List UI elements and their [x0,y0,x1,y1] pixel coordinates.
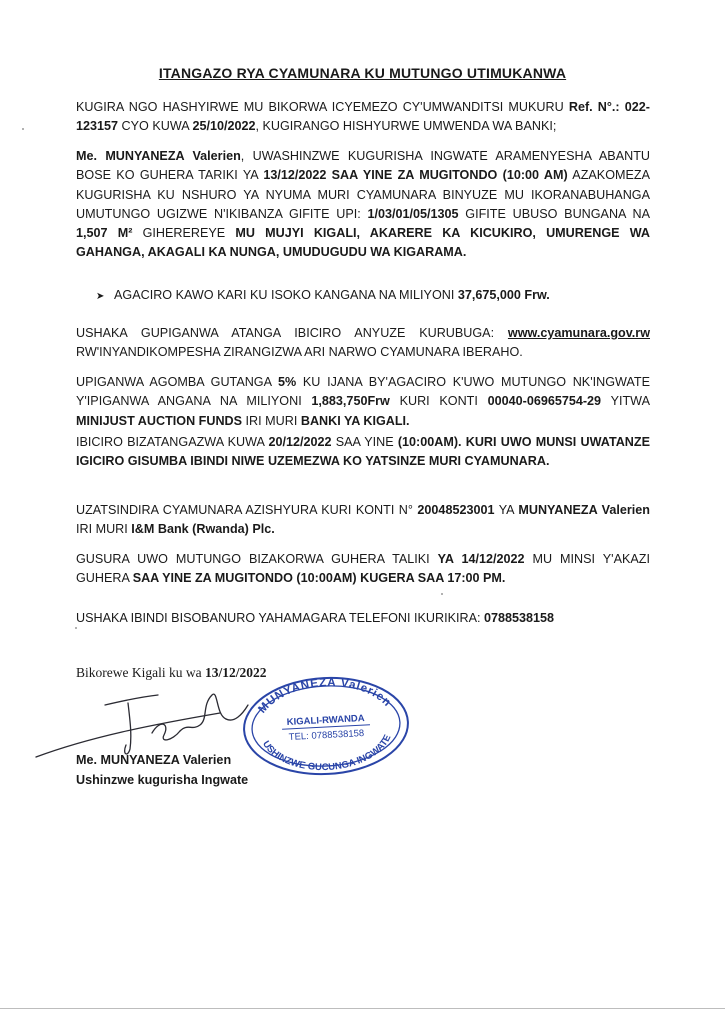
bold-text-run: 1,507 M² [76,226,133,241]
text-run: YITWA [601,394,650,409]
scan-bottom-edge [0,1008,725,1009]
bold-text-run: 00040-06965754-29 [487,394,602,409]
text-run: IBICIRO BIZATANGAZWA KUWA [76,435,269,449]
text-run: UZATSINDIRA CYAMUNARA AZISHYURA KURI KONTI N° [76,503,418,517]
text-run: SAA YINE [331,435,398,449]
signer-role: Ushinzwe kugurisha Ingwate [76,773,249,787]
official-stamp [240,674,412,778]
arrow-bullet-icon: ➤ [96,291,105,302]
text-run: IRI MURI [242,413,301,428]
scan-speck [75,627,77,629]
bullet-market-value-text [114,288,550,302]
text-run: YA [494,503,519,517]
bold-text-run: 1,883,750Frw [311,394,390,409]
bold-text-run: 20048523001 [417,503,495,517]
bold-text-run: 0788538158 [484,611,555,625]
paragraph-visit-schedule [76,550,650,589]
paragraph-court-order [76,98,650,137]
signer-name: Me. MUNYANEZA Valerien [76,753,232,767]
text-run: AZAKOMEZA KUGURISHA KU NSHURO YA NYUMA MURI CYAMUNARA BINYUZE MU IKORANABUHANGA UMUTUNGO UGIZWE N'IKIBANZA GIFITE UPI: [76,168,650,221]
stamp-bottom-text: USHINZWE GUCUNGA INGWATE [260,733,394,774]
text-run: KUGIRA NGO HASHYIRWE MU BIKORWA ICYEMEZO CY'UMWANDITSI MUKURU [76,100,569,114]
bold-text-run: 13/12/2022 SAA YINE ZA MUGITONDO (10:00 AM) [263,168,568,183]
text-run: MU MINSI Y'AKAZI GUHERA [76,552,650,586]
text-run: , UWASHINZWE KUGURISHA INGWATE ARAMENYESHA ABANTU BOSE KO GUHERA TARIKI YA [76,149,650,183]
text-run: UPIGANWA AGOMBA GUTANGA [76,375,278,389]
bullet-market-value [96,286,656,306]
bold-text-run: YA 14/12/2022 [437,552,525,566]
paragraph-auction-announcement [76,147,650,263]
text-run: GUSURA UWO MUTUNGO BIZAKORWA GUHERA TALIKI [76,552,438,566]
place-date-prefix: Bikorewe Kigali ku wa [76,665,205,680]
text-run: IRI MURI [76,522,132,537]
scan-speck [441,593,443,595]
bold-text-run: (10:00AM). KURI UWO MUNSI UWATANZE IGICIRO GISUMBA IBINDI NIWE UZEMEZWA KO YATSINZE MURI CYAMUNARA. [76,435,650,469]
place-date-value: 13/12/2022 [204,665,267,680]
bold-text-run: 5% [278,375,297,389]
stamp-top-text: MUNYANEZA Valerien [256,676,394,716]
text-run: CYO KUWA [118,119,193,134]
bold-text-run: MU MUJYI KIGALI, AKARERE KA KICUKIRO, UMURENGE WA GAHANGA, AKAGALI KA NUNGA, UMUDUGUDU WA KIGARAMA. [76,226,651,260]
text-run: GIHEREREYE [132,226,236,241]
text-run: GIFITE UBUSO BUNGANA NA [458,206,650,221]
paragraph-bidding-website [76,324,650,363]
bold-text-run: Me. MUNYANEZA Valerien [76,149,241,163]
text-run: USHAKA GUPIGANWA ATANGA IBICIRO ANYUZE KURUBUGA: [76,326,508,340]
text-run: , KUGIRANGO HISHYURWE UMWENDA WA BANKI; [255,119,557,134]
bold-text-run: 1/03/01/05/1305 [367,206,459,221]
text-run: KURI KONTI [389,394,488,409]
paragraph-payment-account [76,501,650,540]
stamp-phone-text: TEL: 0788538158 [288,728,365,743]
paragraph-contact-phone [76,609,650,628]
text-run: AGACIRO KAWO KARI KU ISOKO KANGANA NA MILIYONI [114,288,458,302]
paragraph-results-date [76,433,650,472]
stamp-city-text: KIGALI-RWANDA [286,712,365,729]
paragraph-deposit-requirement [76,373,650,431]
website-link[interactable]: www.cyamunara.gov.rw [507,326,650,340]
text-run: RW'INYANDIKOMPESHA ZIRANGIZWA ARI NARWO CYAMUNARA IBERAHO. [76,345,523,360]
bold-text-run: 37,675,000 Frw. [457,288,550,302]
bold-text-run: Ref. N°.: 022-123157 [76,100,650,134]
bold-text-run: MINIJUST AUCTION FUNDS [76,413,243,428]
bold-text-run: SAA YINE ZA MUGITONDO (10:00AM) KUGERA SAA 17:00 PM. [132,571,506,586]
text-run: KU IJANA BY'AGACIRO K'UWO MUTUNGO NK'INGWATE Y'IPIGANWA ANGANA NA MILIYONI [76,375,650,409]
document-title: ITANGAZO RYA CYAMUNARA KU MUTUNGO UTIMUKANWA [158,65,567,81]
bold-text-run: BANKI YA KIGALI. [300,413,410,428]
text-run: USHAKA IBINDI BISOBANURO YAHAMAGARA TELEFONI IKURIKIRA: [76,611,484,625]
scan-speck [22,128,24,130]
bold-text-run: 20/12/2022 [268,435,332,449]
bold-text-run: MUNYANEZA Valerien [518,503,650,517]
bold-text-run: I&M Bank (Rwanda) Plc. [131,522,275,537]
bold-text-run: 25/10/2022 [192,119,256,134]
